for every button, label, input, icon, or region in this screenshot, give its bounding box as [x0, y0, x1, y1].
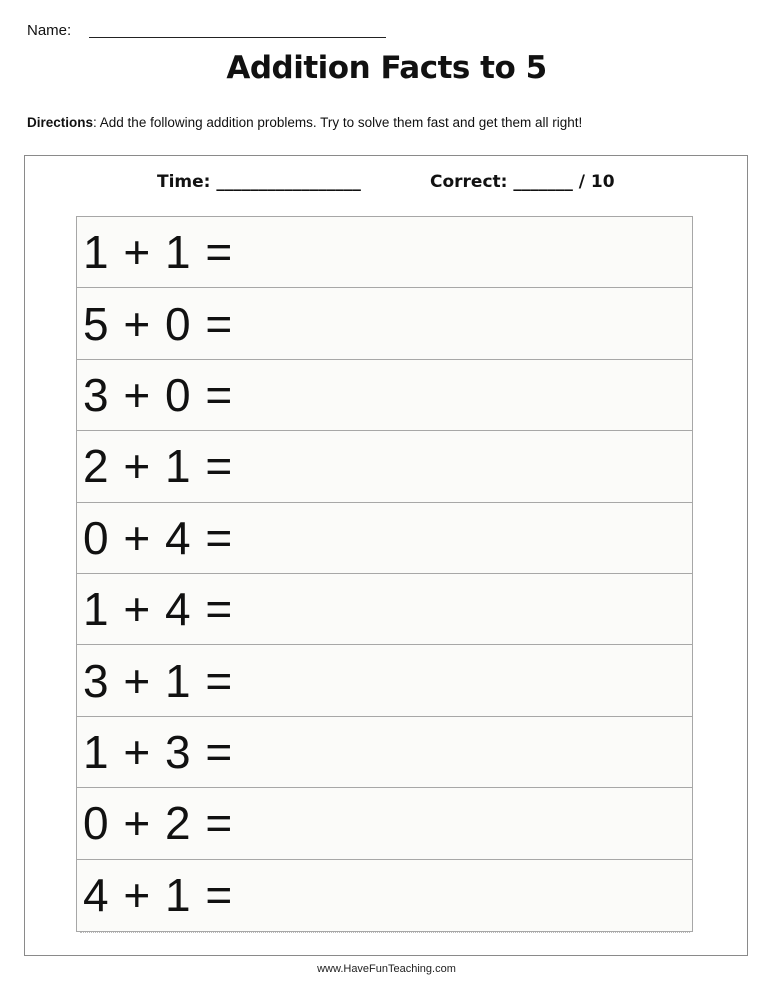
problem-row: 1 + 3 =: [77, 717, 692, 788]
footer-website: www.HaveFunTeaching.com: [317, 963, 456, 975]
problem-row: 0 + 4 =: [77, 503, 692, 574]
problem-row: 3 + 1 =: [77, 645, 692, 716]
footer-divider: [80, 932, 690, 938]
problem-row: 2 + 1 =: [77, 431, 692, 502]
time-label: Time: _________________: [157, 172, 361, 192]
problem-row: 5 + 0 =: [77, 288, 692, 359]
problem-row: 3 + 0 =: [77, 360, 692, 431]
problem-row: 4 + 1 =: [83, 869, 234, 922]
correct-label: Correct: _______ / 10: [430, 172, 615, 192]
problem-row: 1 + 4 =: [77, 574, 692, 645]
page-title: Addition Facts to 5: [226, 50, 547, 86]
problem-table: [76, 216, 693, 932]
name-label: Name:: [27, 22, 72, 39]
directions-label: Directions: [27, 115, 94, 130]
name-line: [89, 37, 386, 38]
problem-row: 0 + 2 =: [77, 788, 692, 859]
directions: [27, 115, 582, 130]
directions-text: : Add the following addition problems. Try to solve them fast and get them all right!: [93, 115, 583, 130]
problem-row: 1 + 1 =: [77, 217, 692, 288]
